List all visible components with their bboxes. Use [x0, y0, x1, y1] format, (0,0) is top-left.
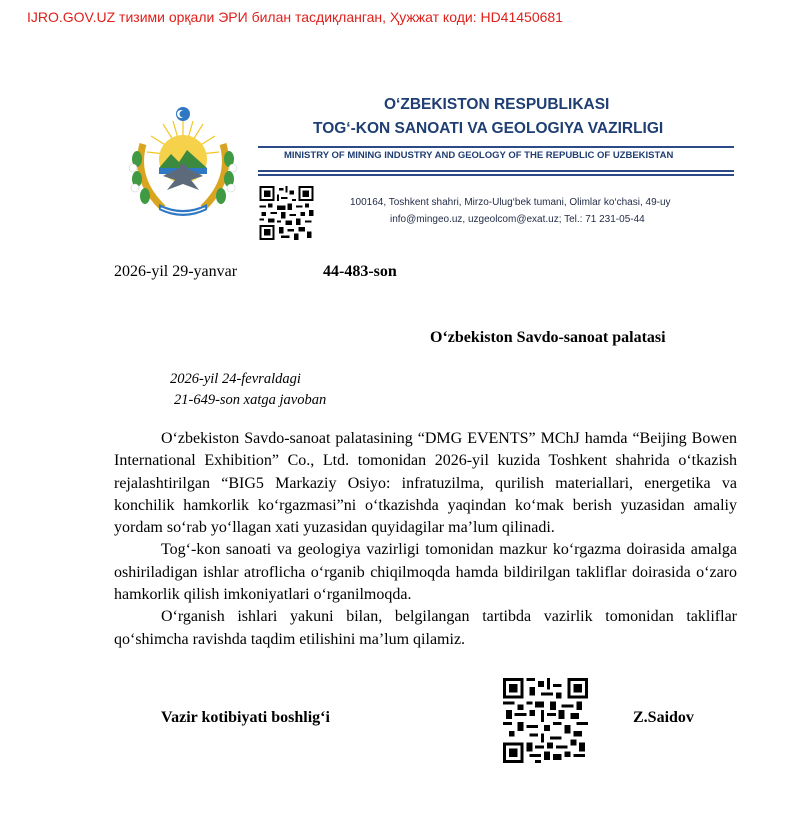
signatory-title: Vazir kotibiyati boshlig‘i	[161, 709, 330, 726]
header-divider	[258, 174, 734, 176]
document-date: 2026-yil 29-yanvar	[114, 263, 238, 280]
header-divider	[258, 170, 734, 172]
body-paragraph: O‘rganish ishlari yakuni bilan, belgilangan tartibda vazirlik tomonidan takliflar qo‘shimcha ravishda taqdim etilishini ma’lum qilamiz.	[114, 608, 737, 648]
ministry-title-line1: O‘ZBEKISTON RESPUBLIKASI	[384, 96, 610, 113]
ministry-contacts: info@mingeo.uz, uzgeolcom@exat.uz; Tel.: 71 231-05-44	[390, 214, 645, 225]
ministry-address: 100164, Toshkent shahri, Mirzo-Ulug‘bek tumani, Olimlar ko‘chasi, 49-uy	[350, 197, 671, 208]
ministry-subtitle-english: MINISTRY OF MINING INDUSTRY AND GEOLOGY OF THE REPUBLIC OF UZBEKISTAN	[284, 150, 674, 161]
reference-date: 2026-yil 24-fevraldagi	[170, 371, 301, 387]
signature-qr-code-icon	[503, 678, 588, 763]
signatory-name: Z.Saidov	[633, 709, 694, 726]
addressee: O‘zbekiston Savdo-sanoat palatasi	[430, 329, 666, 346]
eri-verification-stamp: IJRO.GOV.UZ тизими орқали ЭРИ билан тасдиқланган, Ҳужжат коди: HD41450681	[27, 9, 563, 25]
body-paragraph: O‘zbekiston Savdo-sanoat palatasining “DMG EVENTS” MChJ hamda “Beijing Bowen International Exhibition” Co., Ltd. tomonidan 2026-yil kuzida Toshkent shahrida o‘tkazish rejalashtirilgan “BIG5 Markaziy Osiyo: infratuzilma, qurilish materiallari, energetika va konchilik hamkorlik ko‘rgazmasi”ni o‘tkazishda yaqindan ko‘mak berish yuzasidan amaliy yordam so‘rab yo‘llagan xati yuzasidan quyidagilar ma’lum qilinadi.	[114, 430, 737, 537]
body-paragraph: Tog‘-kon sanoati va geologiya vazirligi tomonidan mazkur ko‘rgazma doirasida amalga oshiriladigan ishlar atroflicha o‘rganib chiqilmoqda hamda bildirilgan takliflar doirasida o‘zaro hamkorlik qilish imkoniyatlari o‘rganilmoqda.	[114, 541, 737, 604]
qr-code-icon	[259, 186, 314, 240]
document-number: 44-483-son	[323, 263, 397, 280]
header-divider	[258, 146, 734, 148]
ministry-title-line2: TOG‘-KON SANOATI VA GEOLOGIYA VAZIRLIGI	[313, 120, 664, 137]
letter-body	[114, 428, 737, 651]
reference-number: 21-649-son xatga javoban	[174, 392, 327, 408]
uzbekistan-coat-of-arms-icon	[123, 104, 243, 224]
